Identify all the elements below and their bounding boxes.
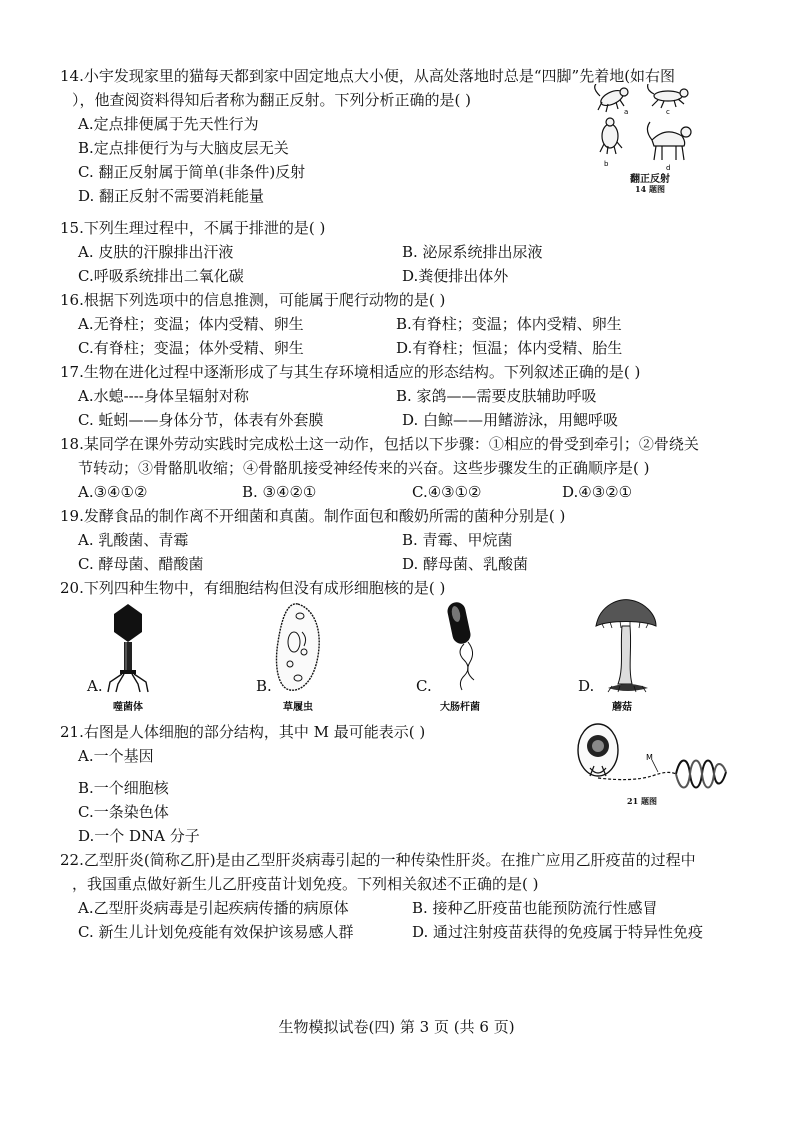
q14-option-a: A.定点排便属于先天性行为: [78, 115, 259, 133]
cat-a-illustration: [595, 84, 628, 112]
q20-stem: 20.下列四种生物中，有细胞结构但没有成形细胞核的是( ): [60, 579, 446, 597]
q21-stem: 21.右图是人体细胞的部分结构，其中 M 最可能表示( ): [60, 723, 426, 741]
q18-stem-line1: 18.某同学在课外劳动实践时完成松土这一动作，包括以下步骤：①相应的骨受到牵引；②骨绕关: [60, 435, 699, 453]
q14-stem-line1: 14.小宇发现家里的猫每天都到家中固定地点大小便，从高处落地时总是“四脚”先着地(如右图: [60, 67, 676, 85]
q16-option-c: C.有脊柱；变温；体外受精、卵生: [78, 339, 304, 357]
q16-option-a: A.无脊柱；变温；体内受精、卵生: [78, 315, 304, 333]
q14-option-d: D. 翻正反射不需要消耗能量: [78, 187, 265, 205]
q19-option-b: B. 青霉、甲烷菌: [402, 531, 513, 549]
q14-option-b: B.定点排便行为与大脑皮层无关: [78, 139, 289, 157]
q21-option-c: C.一条染色体: [78, 803, 169, 821]
cat-righting-reflex-figure: [590, 84, 710, 196]
q22-option-c: C. 新生儿计划免疫能有效保护该易感人群: [78, 923, 354, 941]
q16-option-d: D.有脊柱；恒温；体内受精、胎生: [396, 339, 623, 357]
q16-option-b: B.有脊柱；变温；体内受精、卵生: [396, 315, 622, 333]
q18-option-c: C.④③①②: [412, 483, 482, 501]
q15-option-b: B. 泌尿系统排出尿液: [402, 243, 543, 261]
cat-label-d: d: [666, 164, 671, 172]
q20-option-d-caption: 蘑菇: [612, 702, 632, 713]
cat-d-illustration: [647, 122, 691, 160]
q20-option-d-letter: D.: [578, 677, 595, 695]
cat-label-a: a: [624, 108, 629, 116]
q20-option-b-letter: B.: [256, 677, 272, 695]
q20-option-c-letter: C.: [416, 677, 432, 695]
q17-option-c: C. 蚯蚓——身体分节，体表有外套膜: [78, 411, 324, 429]
q22-stem-line2: ，我国重点做好新生儿乙肝疫苗计划免疫。下列相关叙述不正确的是( ): [72, 875, 539, 893]
q22-option-a: A.乙型肝炎病毒是引起疾病传播的病原体: [78, 899, 349, 917]
q21-option-b: B.一个细胞核: [78, 779, 169, 797]
cat-label-b: b: [604, 160, 609, 168]
q20-option-b-caption: 草履虫: [283, 702, 313, 713]
q15-stem: 15.下列生理过程中，不属于排泄的是( ): [60, 219, 326, 237]
q21-option-d: D.一个 DNA 分子: [78, 827, 200, 845]
cat-b-illustration: [600, 118, 622, 154]
q14-figure-caption: 14 题图: [635, 184, 665, 194]
q17-option-d: D. 白鲸——用鳍游泳，用鳃呼吸: [402, 411, 619, 429]
q20-option-a-letter: A.: [87, 677, 103, 695]
q22-stem-line1: 22.乙型肝炎(简称乙肝)是由乙型肝炎病毒引起的一种传染性肝炎。在推广应用乙肝疫苗的过程中: [60, 851, 696, 869]
e-coli-illustration: [440, 600, 480, 694]
q19-option-a: A. 乳酸菌、青霉: [78, 531, 189, 549]
q19-option-c: C. 酵母菌、醋酸菌: [78, 555, 204, 573]
q17-option-b: B. 家鸽——需要皮肤辅助呼吸: [396, 387, 597, 405]
q18-option-a: A.③④①②: [78, 483, 148, 501]
q16-stem: 16.根据下列选项中的信息推测，可能属于爬行动物的是( ): [60, 291, 446, 309]
q21-option-a: A.一个基因: [78, 747, 154, 765]
page-footer: 生物模拟试卷(四) 第 3 页 (共 6 页): [278, 1018, 515, 1036]
q19-stem: 19.发酵食品的制作离不开细菌和真菌。制作面包和酸奶所需的菌种分别是( ): [60, 507, 566, 525]
bacteriophage-illustration: [106, 602, 150, 694]
mushroom-illustration: [594, 598, 658, 694]
q18-option-d: D.④③②①: [562, 483, 633, 501]
paramecium-illustration: [272, 602, 324, 694]
q21-figure-caption: 21 题图: [627, 796, 657, 806]
q20-option-a-caption: 噬菌体: [113, 702, 143, 713]
q15-option-d: D.粪便排出体外: [402, 267, 509, 285]
q14-figure-caption-title: 翻正反射: [630, 174, 670, 185]
cat-label-c: c: [666, 108, 670, 116]
q15-option-c: C.呼吸系统排出二氧化碳: [78, 267, 244, 285]
q19-option-d: D. 酵母菌、乳酸菌: [402, 555, 529, 573]
q22-option-b: B. 接种乙肝疫苗也能预防流行性感冒: [412, 899, 658, 917]
q22-option-d: D. 通过注射疫苗获得的免疫属于特异性免疫: [412, 923, 704, 941]
q18-stem-line2: 节转动；③骨骼肌收缩；④骨骼肌接受神经传来的兴奋。这些步骤发生的正确顺序是( ): [78, 459, 650, 477]
q15-option-a: A. 皮肤的汗腺排出汗液: [78, 243, 234, 261]
q17-option-a: A.水螅----身体呈辐射对称: [78, 387, 249, 405]
q20-option-c-caption: 大肠杆菌: [440, 702, 480, 713]
q18-option-b: B. ③④②①: [242, 483, 317, 501]
cell-dna-figure: [572, 716, 732, 810]
q14-stem-line2: ），他查阅资料得知后者称为翻正反射。下列分析正确的是( ): [72, 91, 471, 109]
cat-c-illustration: [648, 84, 688, 108]
q14-option-c: C. 翻正反射属于简单(非条件)反射: [78, 163, 306, 181]
label-m: M: [646, 753, 653, 762]
q17-stem: 17.生物在进化过程中逐渐形成了与其生存环境相适应的形态结构。下列叙述正确的是( ): [60, 363, 641, 381]
